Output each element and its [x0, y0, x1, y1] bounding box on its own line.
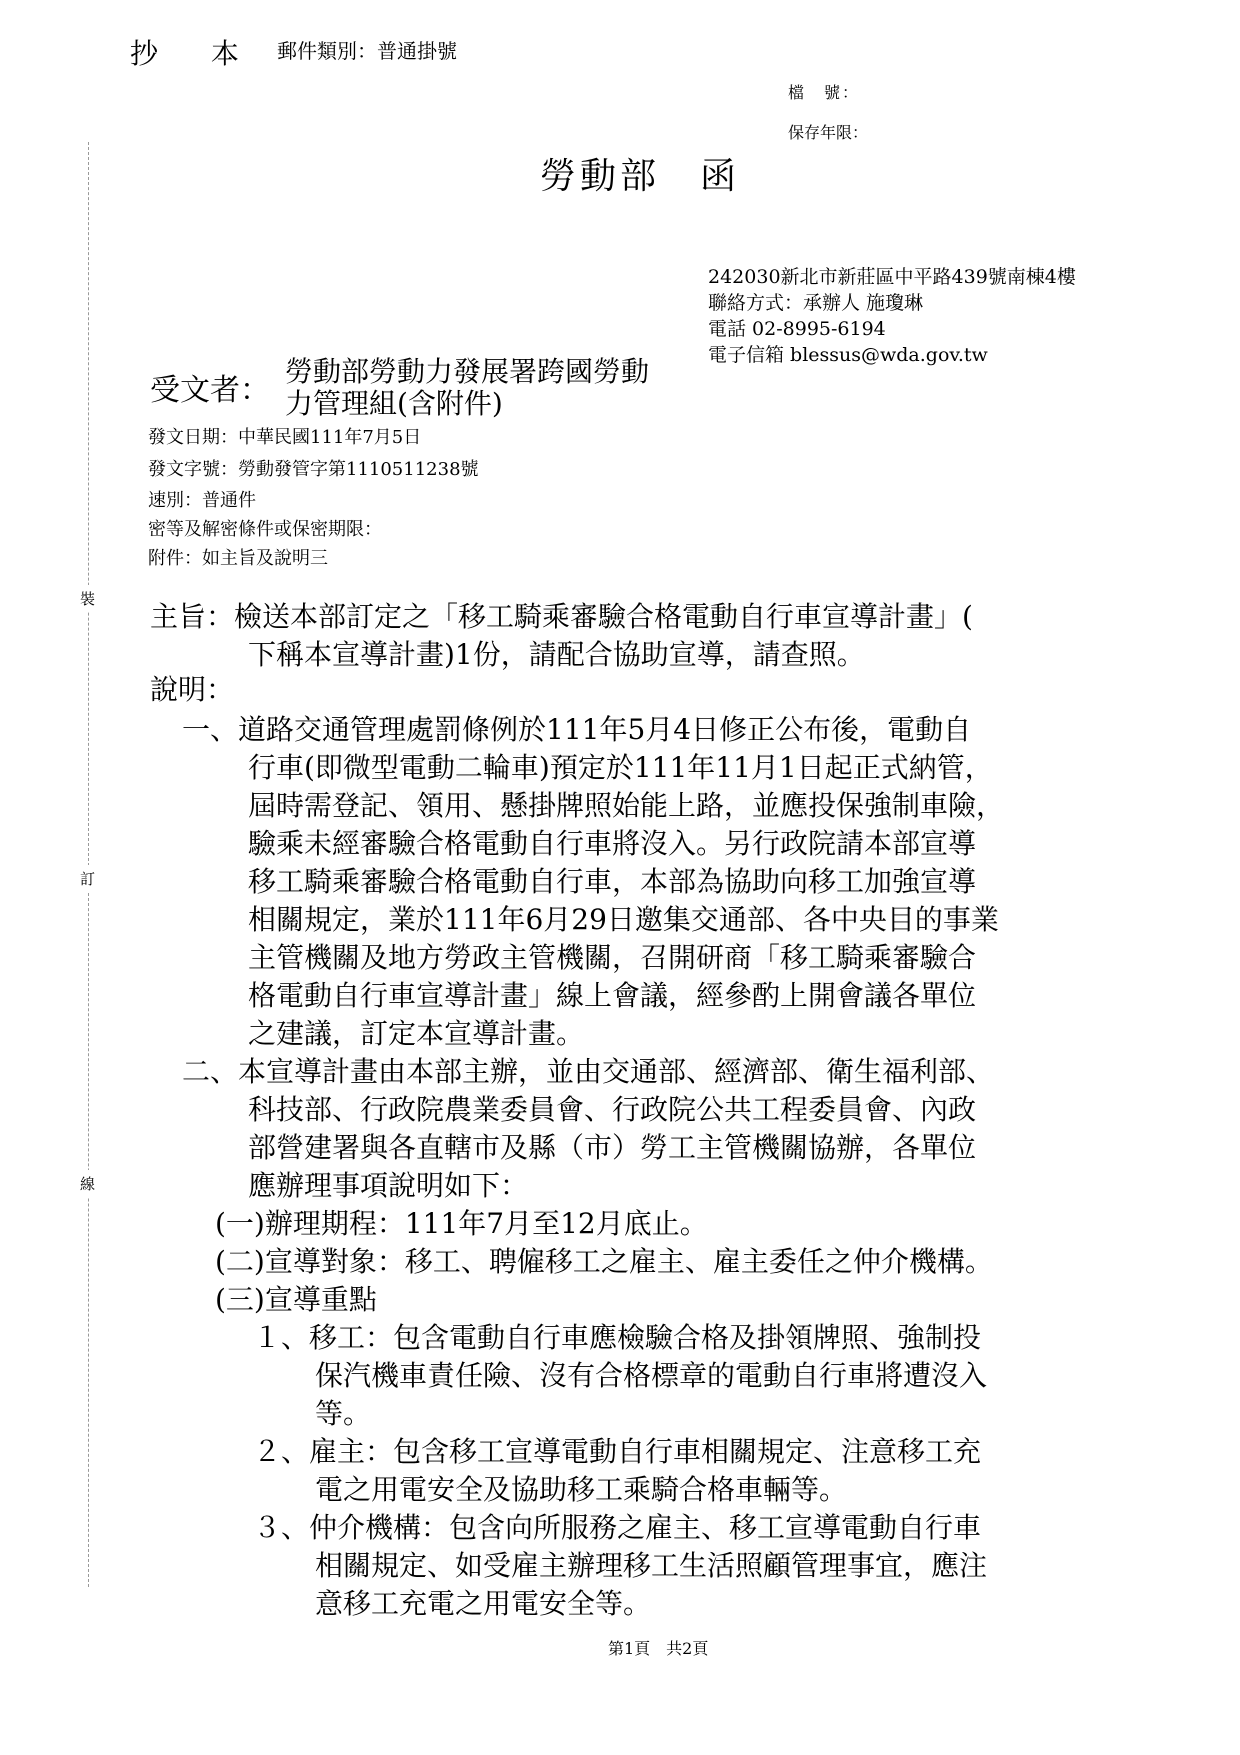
item1-line: 主管機關及地方勞政主管機關，召開研商「移工騎乘審驗合	[248, 941, 977, 974]
point3-line: 意移工充電之用電安全等。	[315, 1587, 652, 1620]
point3-line: 相關規定、如受雇主辦理移工生活照顧管理事宜，應注	[315, 1549, 988, 1582]
page-number: 第1頁 共2頁	[608, 1639, 709, 1658]
sender-phone: 電話 02-8995-6194	[708, 318, 886, 340]
subject-line1: 主旨：檢送本部訂定之「移工騎乘審驗合格電動自行車宣導計畫」(	[150, 600, 973, 633]
point1-line: １、移工：包含電動自行車應檢驗合格及掛領牌照、強制投	[253, 1321, 982, 1354]
sub-item-focus: (三)宣導重點	[215, 1283, 377, 1316]
secrecy-level: 密等及解密條件或保密期限：	[148, 519, 382, 540]
subject-line2: 下稱本宣導計畫)1份，請配合協助宣導，請查照。	[248, 638, 865, 671]
copy-mark: 抄 本	[130, 37, 261, 70]
explanation-label: 說明：	[150, 673, 235, 706]
recipient-name-line1: 勞動部勞動力發展署跨國勞動	[285, 355, 650, 388]
item1-line: 格電動自行車宣導計畫」線上會議，經參酌上開會議各單位	[248, 979, 977, 1012]
item1-line: 屆時需登記、領用、懸掛牌照始能上路，並應投保強制車險，	[248, 789, 1005, 822]
item1-line: 相關規定，業於111年6月29日邀集交通部、各中央目的事業	[248, 903, 999, 936]
item2-line: 應辦理事項說明如下：	[248, 1169, 529, 1202]
binding-mark-ding: 訂	[80, 865, 95, 892]
point1-line: 等。	[315, 1397, 372, 1430]
file-number-label: 檔 號：	[788, 83, 861, 102]
sender-address: 242030新北市新莊區中平路439號南棟4樓	[708, 266, 1076, 288]
recipient-label: 受文者：	[150, 373, 270, 408]
sender-contact-person: 聯絡方式：承辦人 施瓊琳	[708, 292, 924, 314]
binding-mark-xian: 線	[80, 1170, 95, 1197]
item1-line: 移工騎乘審驗合格電動自行車，本部為協助向移工加強宣導	[248, 865, 977, 898]
attachment-note: 附件：如主旨及說明三	[148, 548, 328, 569]
item1-line: 之建議，訂定本宣導計畫。	[248, 1017, 585, 1050]
item2-line: 科技部、行政院農業委員會、行政院公共工程委員會、內政	[248, 1093, 977, 1126]
item1-line: 行車(即微型電動二輪車)預定於111年11月1日起正式納管，	[248, 751, 993, 784]
point2-line: ２、雇主：包含移工宣導電動自行車相關規定、注意移工充	[253, 1435, 982, 1468]
point3-line: ３、仲介機構：包含向所服務之雇主、移工宣導電動自行車	[253, 1511, 982, 1544]
mail-type: 郵件類別：普通掛號	[277, 39, 457, 63]
item1-line: 驗乘未經審驗合格電動自行車將沒入。另行政院請本部宣導	[248, 827, 977, 860]
item1-line: 一、道路交通管理處罰條例於111年5月4日修正公布後，電動自	[182, 713, 972, 746]
issue-date: 發文日期：中華民國111年7月5日	[148, 427, 422, 448]
delivery-speed: 速別：普通件	[148, 490, 256, 511]
point2-line: 電之用電安全及協助移工乘騎合格車輛等。	[315, 1473, 848, 1506]
item2-line: 部營建署與各直轄市及縣（市）勞工主管機關協辦，各單位	[248, 1131, 977, 1164]
retention-period-label: 保存年限：	[788, 123, 869, 142]
item2-line: 二、本宣導計畫由本部主辦，並由交通部、經濟部、衛生福利部、	[182, 1055, 995, 1088]
document-number: 發文字號：勞動發管字第1110511238號	[148, 459, 479, 480]
binding-mark-zhuang: 裝	[80, 585, 95, 612]
sender-email: 電子信箱 blessus@wda.gov.tw	[708, 344, 988, 366]
point1-line: 保汽機車責任險、沒有合格標章的電動自行車將遭沒入	[315, 1359, 988, 1392]
document-title: 勞動部 函	[540, 156, 741, 197]
sub-item-audience: (二)宣導對象：移工、聘僱移工之雇主、雇主委任之仲介機構。	[215, 1245, 993, 1278]
recipient-name-line2: 力管理組(含附件)	[285, 387, 503, 420]
sub-item-period: (一)辦理期程：111年7月至12月底止。	[215, 1207, 708, 1240]
